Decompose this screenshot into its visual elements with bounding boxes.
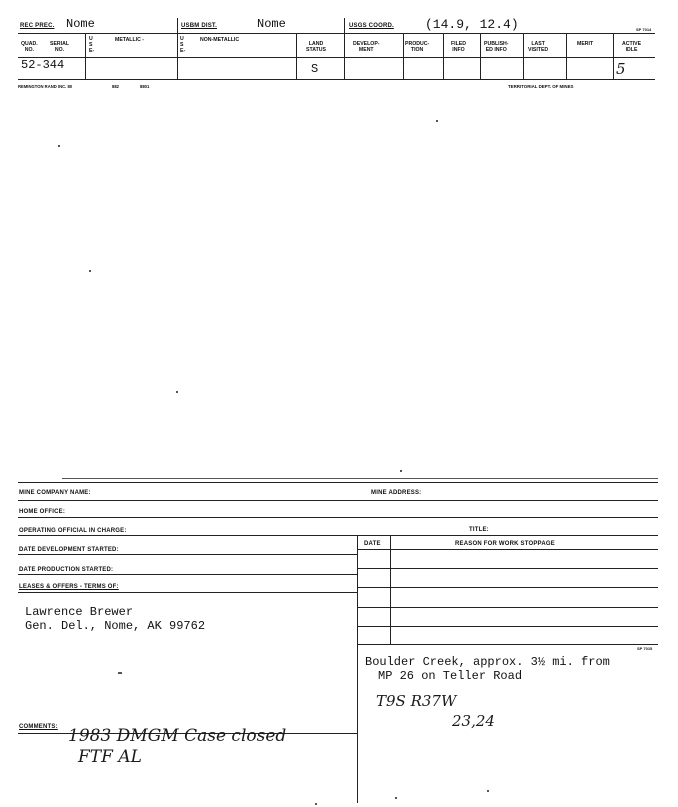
col-use-metallic: U S E- xyxy=(89,36,95,54)
location-line-2: MP 26 on Teller Road xyxy=(378,669,523,683)
col-use-nonmetallic: U S E- xyxy=(180,36,186,54)
sections: 23,24 xyxy=(452,712,495,730)
printer-code-2: 8801 xyxy=(140,84,150,89)
mine-company-label: MINE COMPANY NAME: xyxy=(19,490,91,496)
col-metallic: METALLIC - xyxy=(115,37,145,43)
col-filed-info: FILED INFO xyxy=(451,41,466,53)
usbm-dist-label: USBM DIST. xyxy=(181,23,218,29)
reason-column-header: REASON FOR WORK STOPPAGE xyxy=(455,541,555,547)
title-label: TITLE: xyxy=(469,527,489,533)
form-number-top: SP 7014 xyxy=(636,27,652,32)
active-idle-mark: 5 xyxy=(616,60,626,78)
col-merit: MERIT xyxy=(577,41,594,47)
home-office-label: HOME OFFICE: xyxy=(19,509,66,515)
usgs-coord-label: USGS COORD. xyxy=(349,23,394,29)
township-range: T9S R37W xyxy=(376,692,457,710)
rec-prec-label: REC PREC. xyxy=(20,23,55,29)
date-production-label: DATE PRODUCTION STARTED: xyxy=(19,567,114,573)
usgs-coord-value: (14.9, 12.4) xyxy=(425,17,519,32)
operating-official-label: OPERATING OFFICIAL IN CHARGE: xyxy=(19,528,127,534)
form-number-bottom: SP 7015 xyxy=(637,646,653,651)
date-column-header: DATE xyxy=(364,541,381,547)
col-development: DEVELOP- MENT xyxy=(353,41,380,53)
col-serial-no: SERIAL NO. xyxy=(50,41,70,53)
owner-name: Lawrence Brewer xyxy=(25,605,134,619)
col-land-status: LAND STATUS xyxy=(306,41,326,53)
leases-offers-label: LEASES & OFFERS - TERMS OF: xyxy=(19,584,119,590)
col-nonmetallic: NON-METALLIC xyxy=(200,37,240,43)
comments-label: COMMENTS: xyxy=(19,724,58,730)
col-published-info: PUBLISH- ED INFO xyxy=(484,41,509,53)
printer-imprint-left: REMINGTON RAND INC. 80 xyxy=(18,84,73,89)
location-line-1: Boulder Creek, approx. 3½ mi. from xyxy=(365,655,610,669)
col-quad-no: QUAD. NO. xyxy=(21,41,38,53)
printer-imprint-right: TERRITORIAL DEPT. OF MINES xyxy=(508,84,574,89)
comment-line-2: FTF AL xyxy=(78,747,142,767)
land-status-value: S xyxy=(311,62,319,76)
rec-prec-value: Nome xyxy=(66,17,95,31)
comment-line-1: 1983 DMGM Case closed xyxy=(68,726,287,746)
col-last-visited: LAST VISITED xyxy=(528,41,549,53)
col-production: PRODUC- TION xyxy=(405,41,430,53)
printer-code-1: 882 xyxy=(112,84,119,89)
col-active-idle: ACTIVE IDLE xyxy=(622,41,642,53)
owner-address: Gen. Del., Nome, AK 99762 xyxy=(25,619,206,633)
quad-serial-value: 52-344 xyxy=(21,58,65,72)
date-development-label: DATE DEVELOPMENT STARTED: xyxy=(19,547,119,553)
mine-address-label: MINE ADDRESS: xyxy=(371,490,422,496)
usbm-dist-value: Nome xyxy=(257,17,286,31)
